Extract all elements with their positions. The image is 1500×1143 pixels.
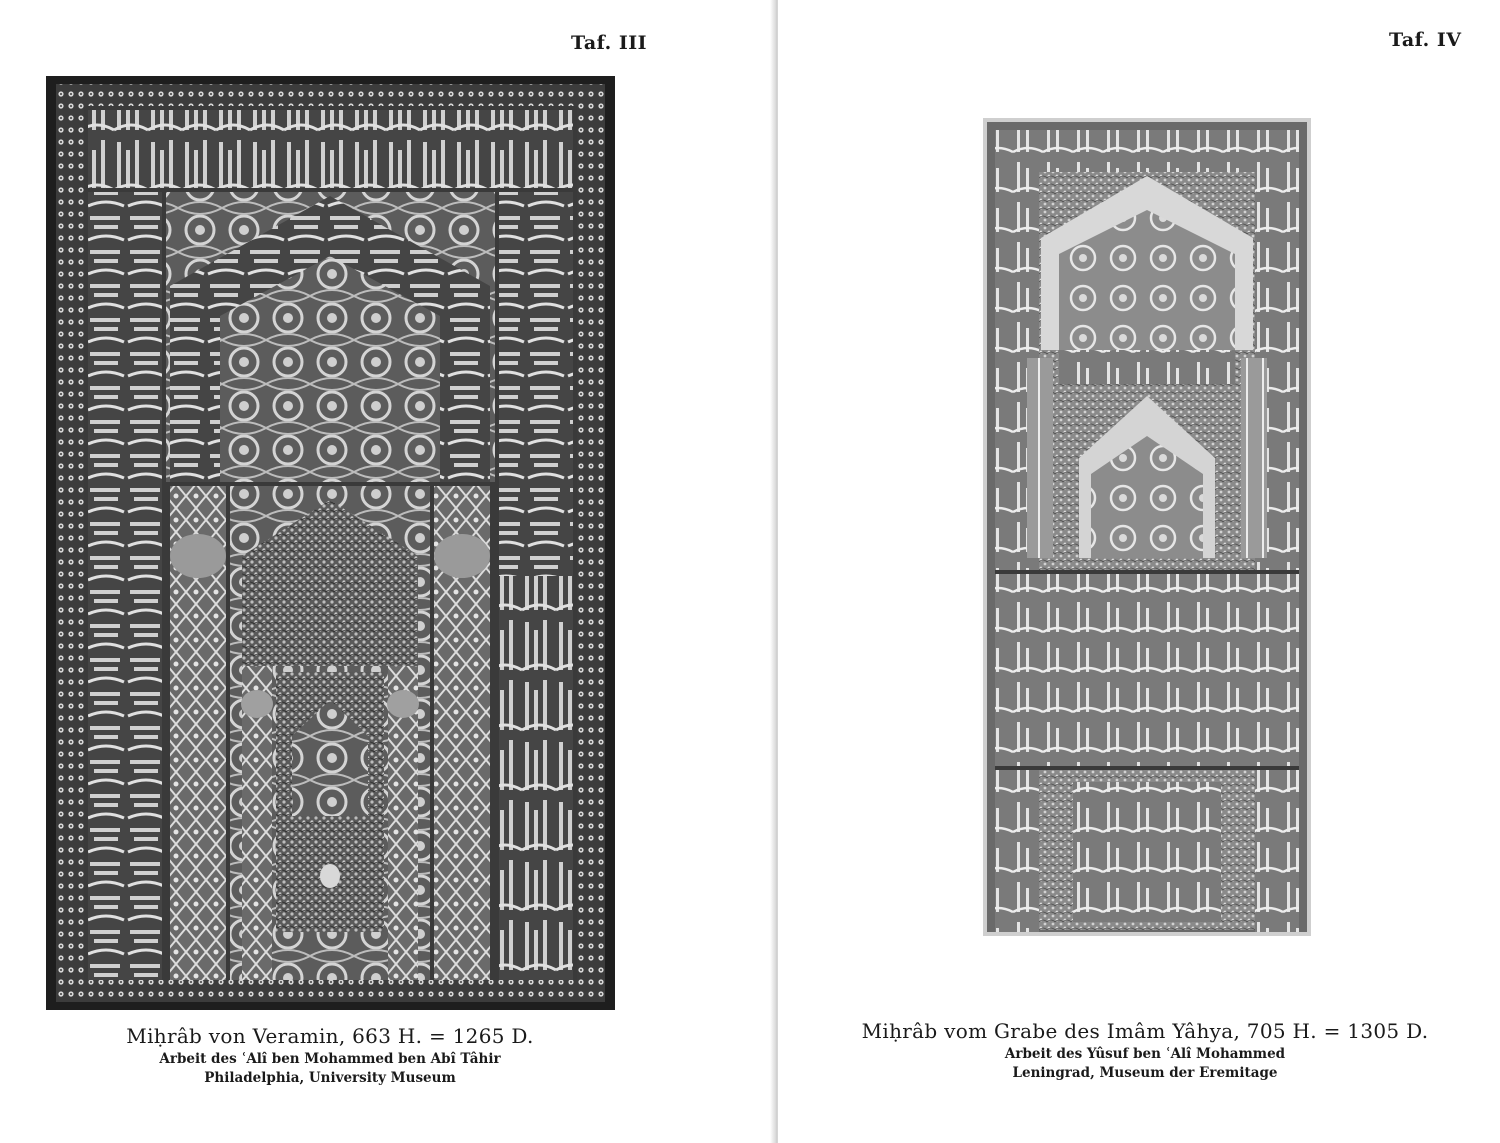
caption-right-title: Miḥrâb vom Grabe des Imâm Yâhya, 705 H. = 1305 D.: [861, 1019, 1429, 1043]
caption-right-artist: Arbeit des Yûsuf ben ʿAlî Mohammed: [1004, 1046, 1286, 1062]
caption-left-title: Miḥrâb von Veramin, 663 H. = 1265 D.: [126, 1024, 534, 1048]
caption-left: [60, 1024, 600, 1086]
caption-left-artist: Arbeit des ʿAlî ben Mohammed ben Abî Tâhir: [159, 1051, 501, 1067]
mihrab-veramin-photo: [46, 76, 615, 1010]
mihrab-veramin-illustration: [46, 76, 615, 1010]
caption-right-location: Leningrad, Museum der Eremitage: [1012, 1065, 1278, 1081]
plate-number-left: Taf. III: [571, 32, 648, 54]
mihrab-yahya-photo: [983, 118, 1311, 936]
mihrab-yahya-illustration: [983, 118, 1311, 936]
caption-right: [835, 1019, 1455, 1081]
caption-left-location: Philadelphia, University Museum: [204, 1070, 456, 1086]
plate-number-right: Taf. IV: [1389, 29, 1462, 51]
